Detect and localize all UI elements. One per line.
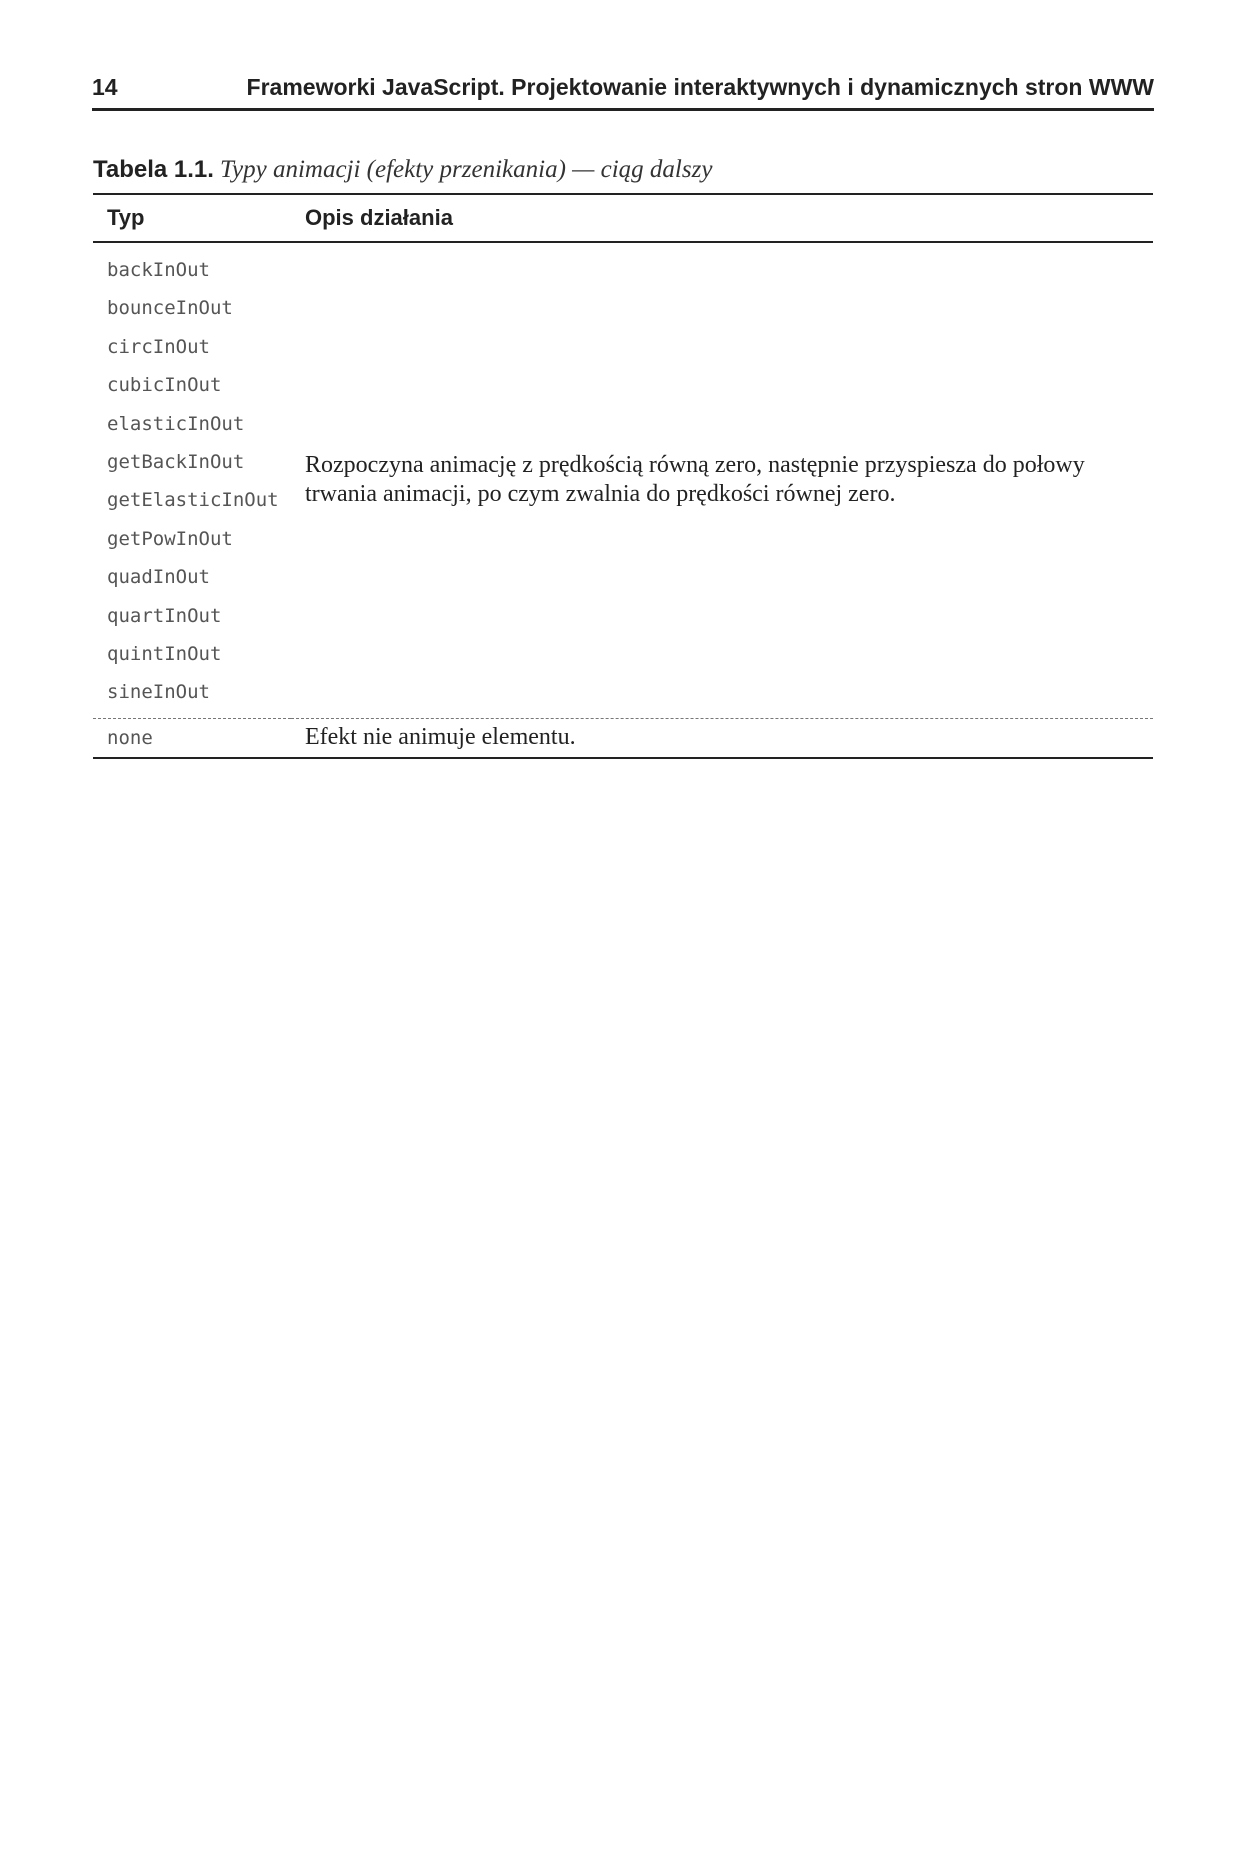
type-name: getBackInOut: [107, 450, 245, 473]
type-name: elasticInOut: [107, 412, 245, 435]
book-title: Frameworki JavaScript. Projektowanie interaktywnych i dynamicznych stron WWW: [246, 74, 1154, 100]
table-caption: [93, 156, 712, 184]
table-caption-text: Typy animacji (efekty przenikania) — ciąg dalszy: [219, 156, 713, 183]
running-header: [92, 72, 1154, 111]
column-header-description: Opis działania: [291, 194, 1153, 242]
type-name: quadInOut: [107, 566, 210, 589]
description-cell: Efekt nie animuje elementu.: [291, 718, 1153, 758]
table-header-row: [93, 194, 1153, 242]
type-name: none: [93, 718, 291, 758]
type-name: cubicInOut: [107, 374, 222, 397]
type-name: getPowInOut: [107, 527, 233, 550]
type-name: bounceInOut: [107, 297, 233, 320]
type-name: sineInOut: [107, 681, 210, 704]
type-name: quintInOut: [107, 642, 222, 665]
type-name: backInOut: [107, 259, 210, 281]
table-row: [93, 718, 1153, 758]
animation-types-table: [93, 193, 1153, 759]
type-name: circInOut: [107, 335, 210, 358]
page-number: 14: [92, 74, 118, 100]
column-header-type: Typ: [93, 194, 291, 242]
table-caption-label: Tabela 1.1.: [93, 156, 214, 183]
type-name: quartInOut: [107, 604, 222, 627]
type-name: getElasticInOut: [107, 489, 279, 512]
type-list-cell: [93, 242, 291, 718]
table-row: [93, 242, 1153, 718]
description-cell: Rozpoczyna animację z prędkością równą zero, następnie przyspiesza do połowy trwania animacji, po czym zwalnia do prędkości równej zero.: [305, 452, 1085, 508]
